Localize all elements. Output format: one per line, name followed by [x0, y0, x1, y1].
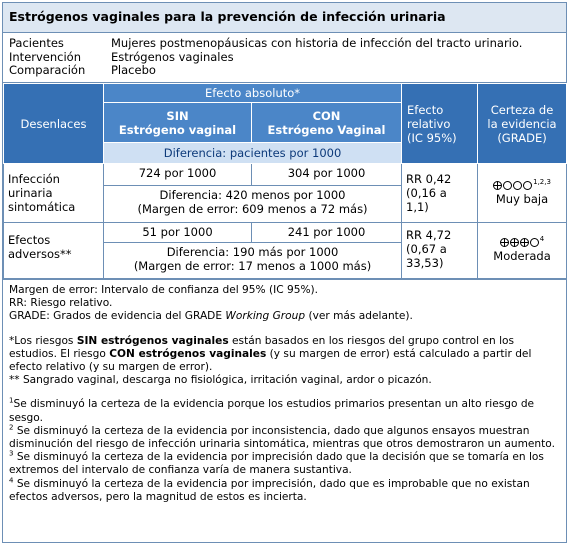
relative-effect-cell	[402, 223, 478, 279]
header-without-line: SIN	[166, 108, 189, 123]
note-text: *Los riesgos	[9, 334, 77, 347]
header-difference: Diferencia: pacientes por 1000	[104, 143, 402, 164]
header-relative-effect-line: Efecto	[407, 102, 444, 117]
difference-cell	[104, 243, 402, 279]
difference-line: (Margen de error: 609 menos a 72 más)	[137, 202, 368, 216]
risk-with: 241 por 1000	[252, 223, 402, 243]
outcome-cell	[4, 223, 104, 279]
header-relative-effect-line: (IC 95%)	[407, 130, 457, 145]
header-absolute-effect: Efecto absoluto*	[104, 84, 402, 103]
footnote-4	[9, 478, 560, 504]
difference-line: Diferencia: 420 menos por 1000	[159, 188, 346, 202]
risk-note	[9, 335, 560, 375]
adverse-effects-note: ** Sangrado vaginal, descarga no fisiológica, irritación vaginal, ardor o picazón.	[9, 374, 432, 387]
header-with-estrogen	[252, 103, 402, 143]
abbreviation-italic: Working Group	[225, 310, 306, 323]
outcome-line: Efectos	[8, 233, 51, 247]
outcome-line: urinaria	[8, 186, 53, 200]
abbreviation: RR: Riesgo relativo.	[9, 297, 113, 310]
pico-row-intervention	[9, 51, 560, 65]
note-bold: CON estrógenos vaginales	[109, 347, 267, 360]
pico-value: Estrógenos vaginales	[111, 49, 234, 64]
footnote-number: 3	[9, 449, 14, 458]
header-relative-effect	[402, 84, 478, 164]
difference-line: (Margen de error: 17 menos a 1000 más)	[133, 259, 372, 273]
header-certainty	[478, 84, 567, 164]
pico-row-patients	[9, 37, 560, 51]
header-certainty-line: (GRADE)	[497, 130, 547, 145]
footnote-text: Se disminuyó la certeza de la evidencia porque los estudios primarios presentan un alto riesgo de sesgo.	[9, 398, 535, 424]
footnote-number: 2	[9, 423, 14, 432]
certainty-empty-circle-icon	[530, 238, 539, 247]
certainty-empty-circle-icon	[503, 181, 512, 190]
certainty-filled-circle-icon	[520, 238, 529, 247]
abbreviation: Margen de error: Intervalo de confianza del 95% (IC 95%).	[9, 284, 319, 296]
difference-line: Diferencia: 190 más por 1000	[166, 245, 339, 259]
certainty-label: Muy baja	[495, 192, 549, 206]
relative-effect-line: 1,1)	[406, 200, 429, 214]
outcome-line: adversos**	[8, 247, 72, 261]
header-certainty-line: la evidencia	[487, 116, 557, 131]
risk-with: 304 por 1000	[252, 164, 402, 186]
abbreviation-text: GRADE: Grados de evidencia del GRADE	[9, 310, 226, 323]
pico-value: Mujeres postmenopáusicas con historia de infección del tracto urinario.	[111, 36, 523, 50]
footnote-2	[9, 425, 560, 451]
outcome-line: sintomática	[8, 200, 76, 214]
summary-of-findings-table	[2, 2, 567, 543]
certainty-filled-circle-icon	[493, 181, 502, 190]
abbreviation	[9, 310, 560, 323]
header-relative-effect-line: relativo	[407, 116, 451, 131]
certainty-cell	[478, 223, 567, 279]
footnote-text: Se disminuyó la certeza de la evidencia por imprecisión dado que la decisión que se tomaría en los extremos del intervalo de confianza varía de manera sustantiva.	[9, 451, 544, 477]
pico-value: Placebo	[111, 63, 156, 77]
footnote-text: Se disminuyó la certeza de la evidencia por inconsistencia, dado que algunos ensayos muestran disminución del riesgo de infección urinaria sintomática, mientras que otros demostraron un aumento.	[9, 424, 555, 451]
risk-without: 51 por 1000	[104, 223, 252, 243]
outcome-cell	[4, 164, 104, 223]
header-certainty-line: Certeza de	[490, 102, 554, 117]
pico-row-comparison	[9, 64, 560, 78]
table-title: Estrógenos vaginales para la prevención de infección urinaria	[3, 3, 566, 33]
certainty-filled-circle-icon	[500, 238, 509, 247]
relative-effect-line: 33,53)	[406, 256, 444, 270]
difference-cell	[104, 186, 402, 223]
certainty-filled-circle-icon	[510, 238, 519, 247]
footnote-number: 1	[9, 396, 14, 405]
footnote-1	[9, 398, 560, 424]
outcome-line: Infección	[8, 172, 60, 186]
pico-label: Intervención	[9, 49, 82, 64]
note-bold: SIN estrógenos vaginales	[76, 334, 229, 347]
certainty-cell	[478, 164, 567, 223]
relative-effect-line: RR 4,72	[406, 228, 452, 242]
certainty-footnote-ref: 1,2,3	[533, 178, 551, 187]
header-without-line: Estrógeno vaginal	[118, 122, 237, 137]
header-outcomes: Desenlaces	[4, 84, 104, 164]
relative-effect-line: (0,16 a	[406, 186, 447, 200]
certainty-footnote-ref: 4	[539, 235, 545, 244]
results-table	[3, 83, 567, 279]
header-with-line: Estrógeno Vaginal	[267, 122, 386, 137]
note-text: (y su margen de error) está calculado a partir del efecto relativo (y su margen de error).	[9, 347, 532, 374]
certainty-empty-circle-icon	[513, 181, 522, 190]
footnotes	[3, 279, 566, 508]
relative-effect-line: RR 0,42	[406, 172, 452, 186]
footnote-3	[9, 451, 560, 477]
certainty-symbols	[482, 235, 562, 249]
abbreviation-text: (ver más adelante).	[305, 310, 413, 323]
pico-label: Comparación	[9, 63, 86, 77]
note-text: están basados en los riesgos del grupo control en los estudios. El riesgo	[9, 334, 515, 360]
risk-without: 724 por 1000	[104, 164, 252, 186]
relative-effect-cell	[402, 164, 478, 223]
certainty-symbols	[482, 178, 562, 192]
footnote-number: 4	[9, 476, 14, 485]
header-without-estrogen	[104, 103, 252, 143]
pico-label: Pacientes	[9, 36, 64, 50]
footnote-text: Se disminuyó la certeza de la evidencia por imprecisión, dado que es improbable que no existan efectos adversos, pero la magnitud de estos es incierta.	[9, 477, 530, 503]
certainty-empty-circle-icon	[523, 181, 532, 190]
certainty-label: Moderada	[493, 249, 551, 263]
relative-effect-line: (0,67 a	[406, 242, 447, 256]
header-with-line: CON	[312, 108, 341, 123]
pico-section	[3, 33, 566, 83]
